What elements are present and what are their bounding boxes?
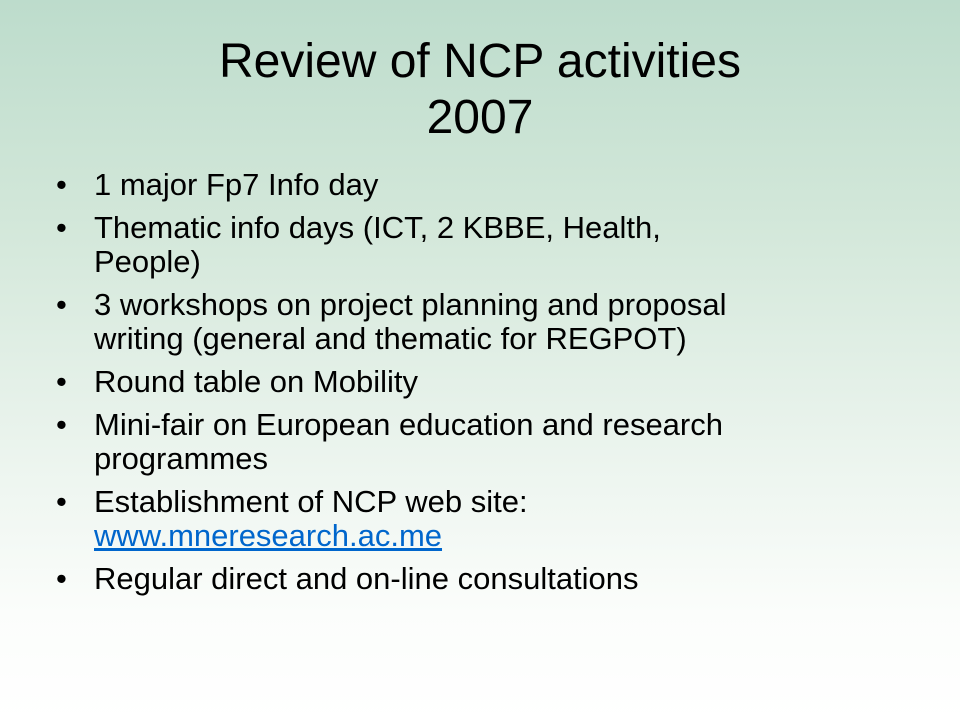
bullet-text: Thematic info days (ICT, 2 KBBE, Health, <box>94 210 661 245</box>
bullet-icon: • <box>56 364 67 399</box>
bullet-item-thematic-info-days <box>56 211 916 279</box>
ncp-website-link[interactable]: www.mneresearch.ac.me <box>94 518 443 553</box>
bullet-item-round-table <box>56 365 916 399</box>
bullet-text: 1 major Fp7 Info day <box>94 167 379 202</box>
bullet-item-info-day <box>56 168 916 202</box>
bullet-item-web-site <box>56 485 916 553</box>
bullet-text: 3 workshops on project planning and proposal <box>94 287 727 322</box>
bullet-text: Regular direct and on-line consultations <box>94 561 639 596</box>
bullet-list <box>56 168 916 605</box>
bullet-item-consultations <box>56 562 916 596</box>
bullet-icon: • <box>56 287 67 322</box>
bullet-icon: • <box>56 561 67 596</box>
bullet-link-line <box>94 519 916 553</box>
bullet-text-continued: programmes <box>94 441 268 476</box>
bullet-text-continued: People) <box>94 244 201 279</box>
bullet-text: Establishment of NCP web site: <box>94 484 528 519</box>
bullet-text-continued: writing (general and thematic for REGPOT) <box>94 321 687 356</box>
bullet-icon: • <box>56 167 67 202</box>
slide-title <box>0 34 960 146</box>
bullet-icon: • <box>56 210 67 245</box>
bullet-text: Round table on Mobility <box>94 364 418 399</box>
bullet-text: Mini-fair on European education and research <box>94 407 723 442</box>
bullet-item-workshops <box>56 288 916 356</box>
bullet-icon: • <box>56 407 67 442</box>
slide-title-line-2: 2007 <box>426 91 534 144</box>
bullet-icon: • <box>56 484 67 519</box>
slide-title-line-1: Review of NCP activities <box>219 35 741 88</box>
bullet-item-mini-fair <box>56 408 916 476</box>
